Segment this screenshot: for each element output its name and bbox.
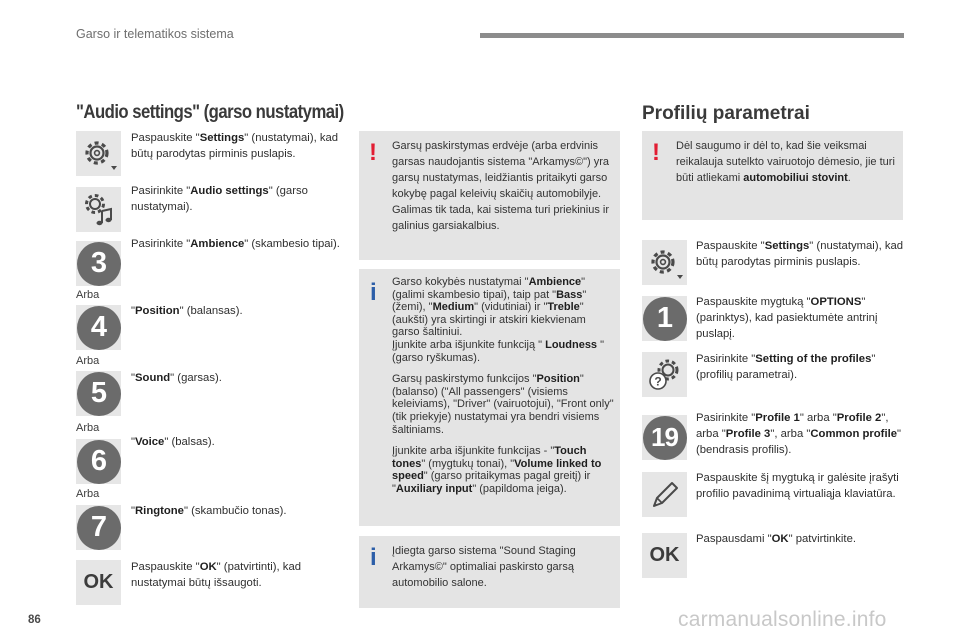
right-step-4-text: Pasirinkite "Profile 1" arba "Profile 2", arba "Profile 3", arba "Common profile" (bendrasis profilis). — [696, 412, 902, 456]
ok-button-tile[interactable] — [642, 533, 687, 578]
pencil-icon — [647, 477, 683, 513]
step-number-badge: 19 — [643, 416, 687, 460]
info-paragraph-1: Garso kokybės nustatymai "Ambience" (galimi skambesio tipai), taip pat "Bass" (žemi), "Medium" (vidutiniai) ir "Treble" (aukšti) yra skirtingi ir atskiri kiekvienam garso šaltiniui. — [392, 276, 587, 339]
step-number-badge: 3 — [77, 242, 121, 286]
arba-label: Arba — [76, 289, 100, 301]
arkamys-warning-text: Garsų paskirstymas erdvėje (arba erdvinis garsas naudojantis sistema "Arkamys©") yra garsų nustatymas, leidžiantis pritaikyti garso kokybę pagal keleivių skaičių automobilyje. Galimas tik tada, kai sistema turi priekinius ir galinius garsiakalbius. — [392, 140, 610, 232]
ambience-button-tile[interactable] — [76, 241, 121, 286]
left-step-8-text: Paspauskite "OK" (patvirtinti), kad nustatymai būtų išsaugoti. — [131, 561, 302, 589]
page-number: 86 — [28, 614, 41, 626]
rename-profile-button-tile[interactable] — [642, 472, 687, 517]
info-icon: i — [370, 279, 377, 306]
left-step-4-text: "Position" (balansas). — [131, 305, 243, 317]
step-number-badge: 6 — [77, 440, 121, 484]
ok-button-label: OK — [649, 544, 680, 566]
audio-gear-note-icon — [79, 190, 119, 230]
left-step-1-text: Paspauskite "Settings" (nustatymai), kad būtų parodytas pirminis puslapis. — [131, 132, 339, 160]
left-step-3-text: Pasirinkite "Ambience" (skambesio tipai). — [131, 238, 340, 250]
warning-exclamation-icon: ! — [369, 139, 377, 166]
settings-button-tile[interactable] — [642, 240, 687, 285]
info-icon: i — [370, 544, 377, 571]
page-header-title: Garso ir telematikos sistema — [76, 27, 234, 41]
step-number-badge: 4 — [77, 306, 121, 350]
right-step-2-text: Paspauskite mygtuką "OPTIONS" (parinktys), kad pasiektumėte antrinį puslapį. — [696, 296, 878, 340]
settings-gear-icon — [645, 243, 685, 283]
left-step-6-text: "Voice" (balsas). — [131, 436, 215, 448]
ringtone-button-tile[interactable] — [76, 505, 121, 550]
settings-button-tile[interactable] — [76, 131, 121, 176]
info-paragraph-2: Įjunkite arba išjunkite funkciją " Loudness " (garso ryškumas). — [392, 338, 605, 364]
watermark: carmanualsonline.info — [678, 608, 887, 631]
voice-button-tile[interactable] — [76, 439, 121, 484]
audio-settings-title: "Audio settings" (garso nustatymai) — [76, 102, 344, 123]
step-number-badge: 7 — [77, 506, 121, 550]
left-step-5-text: "Sound" (garsas). — [131, 372, 222, 384]
audio-info-text — [392, 276, 616, 496]
header-rule — [480, 33, 904, 38]
info-paragraph-4: Įjunkite arba išjunkite funkcijas - "Touch tones" (mygtukų tonai), "Volume linked to speed" (garso pritaikymas pagal greitį) ir "Auxiliary input" (papildoma įeiga). — [392, 445, 602, 495]
arba-label: Arba — [76, 355, 100, 367]
arba-label: Arba — [76, 422, 100, 434]
audio-settings-button-tile[interactable] — [76, 187, 121, 232]
right-step-3-text: Pasirinkite "Setting of the profiles" (profilių parametrai). — [696, 353, 876, 381]
position-button-tile[interactable] — [76, 305, 121, 350]
step-number-badge: 5 — [77, 372, 121, 416]
settings-gear-icon — [79, 134, 119, 174]
options-button-tile[interactable] — [642, 296, 687, 341]
safety-warning-text: Dėl saugumo ir dėl to, kad šie veiksmai reikalauja sutelkto vairuotojo dėmesio, jie turi būti atliekami automobiliui stovint. — [676, 140, 895, 184]
ok-button-label: OK — [83, 571, 114, 593]
arba-label: Arba — [76, 488, 100, 500]
profile-gear-question-icon — [645, 355, 685, 395]
ok-button-tile[interactable] — [76, 560, 121, 605]
sound-button-tile[interactable] — [76, 371, 121, 416]
profiles-title: Profilių parametrai — [642, 103, 810, 124]
left-step-7-text: "Ringtone" (skambučio tonas). — [131, 505, 287, 517]
left-step-2-text: Pasirinkite "Audio settings" (garso nustatymai). — [131, 185, 308, 213]
profile-select-button-tile[interactable] — [642, 415, 687, 460]
svg-text:?: ? — [653, 374, 662, 388]
right-step-6-text: Paspausdami "OK" patvirtinkite. — [696, 533, 856, 545]
info-paragraph-3: Garsų paskirstymo funkcijos "Position" (balanso) ("All passengers" (visiems keleiviams), "Driver" (vairuotojui), "Front only" (tik priekyje) nustatymai yra bendri visiems šaltiniams. — [392, 373, 614, 436]
sound-staging-text: Įdiegta garso sistema "Sound Staging Arkamys©" optimaliai paskirsto garsą automobilio salone. — [392, 545, 576, 589]
profiles-button-tile[interactable] — [642, 352, 687, 397]
right-step-1-text: Paspauskite "Settings" (nustatymai), kad būtų parodytas pirminis puslapis. — [696, 240, 904, 268]
right-step-5-text: Paspauskite šį mygtuką ir galėsite įrašyti profilio pavadinimą virtualiąja klaviatūra. — [696, 472, 899, 500]
warning-exclamation-icon: ! — [652, 139, 660, 166]
step-number-badge: 1 — [643, 297, 687, 341]
